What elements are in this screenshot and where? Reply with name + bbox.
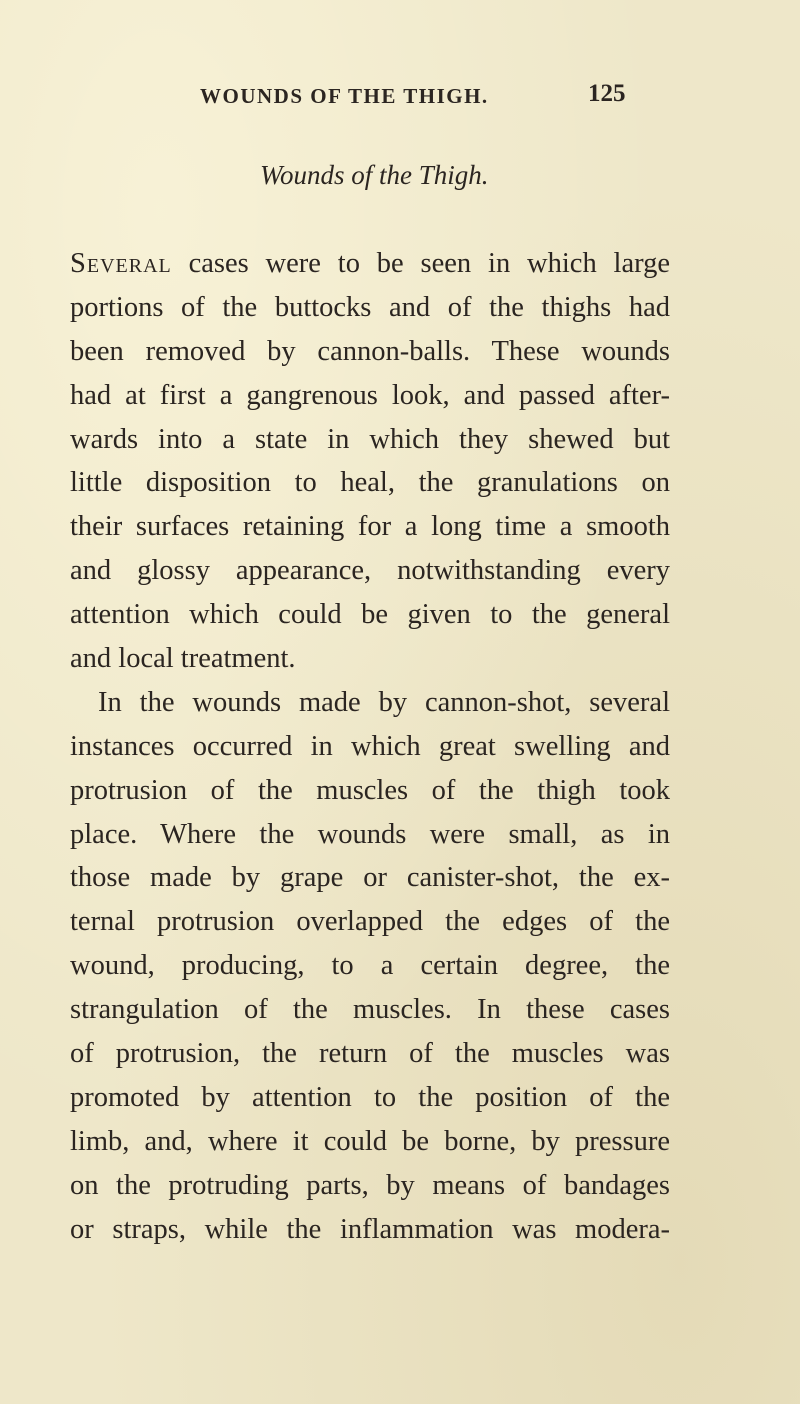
paragraph-1-line-1 (70, 242, 670, 286)
text-line: promoted by attention to the position of the (70, 1081, 670, 1113)
text-line: cases were to be seen in which large (171, 248, 670, 279)
running-head: WOUNDS OF THE THIGH. (200, 84, 489, 108)
text-line: attention which could be given to the general (70, 599, 670, 631)
text-line: place. Where the wounds were small, as in (70, 818, 670, 850)
text-line: on the protruding parts, by means of bandages (70, 1169, 670, 1201)
text-line: and glossy appearance, notwithstanding every (70, 555, 670, 587)
lead-word: Several (70, 248, 172, 279)
text-line: those made by grape or canister-shot, the ex- (70, 862, 670, 894)
text-line: of protrusion, the return of the muscles was (70, 1038, 670, 1070)
text-line: had at first a gangrenous look, and passed after- (70, 379, 670, 411)
text-line: been removed by cannon-balls. These wounds (70, 335, 670, 367)
page-number: 125 (588, 80, 626, 107)
text-line: strangulation of the muscles. In these cases (70, 994, 670, 1026)
section-title: Wounds of the Thigh. (260, 160, 489, 190)
text-line: little disposition to heal, the granulations on (70, 467, 670, 499)
body-text (70, 242, 670, 1251)
text-line: wards into a state in which they shewed but (70, 423, 670, 455)
text-line: protrusion of the muscles of the thigh took (70, 774, 670, 806)
text-line: limb, and, where it could be borne, by pressure (70, 1125, 670, 1157)
text-line: their surfaces retaining for a long time a smooth (70, 511, 670, 543)
paragraph-2-line-1: In the wounds made by cannon-shot, several (98, 686, 670, 718)
text-line: instances occurred in which great swelling and (70, 730, 670, 762)
text-line: wound, producing, to a certain degree, the (70, 950, 670, 982)
text-line: ternal protrusion overlapped the edges of the (70, 906, 670, 938)
text-line: and local treatment. (70, 643, 296, 675)
text-line: or straps, while the inflammation was modera- (70, 1213, 670, 1245)
text-line: portions of the buttocks and of the thighs had (70, 291, 670, 323)
